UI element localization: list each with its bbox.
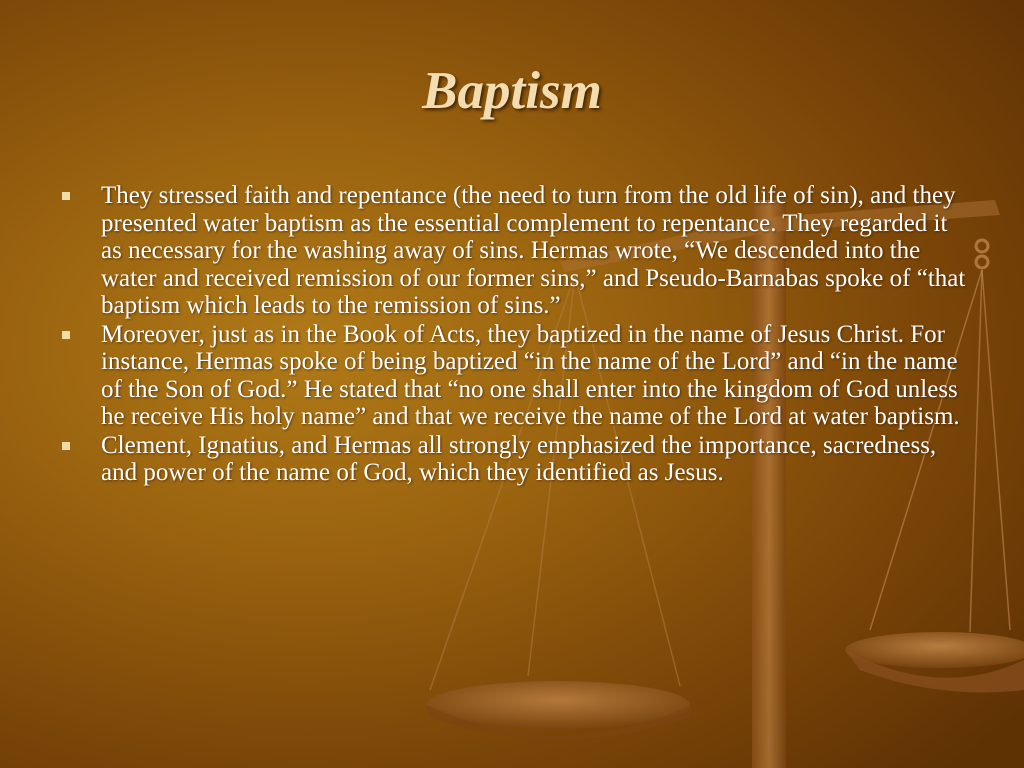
slide-title: Baptism [422, 62, 602, 120]
bullet-text: They stressed faith and repentance (the need to turn from the old life of sin), and they presented water baptism as the essential complement to repentance. They regarded it as necessary for the washing away of sins. Hermas wrote, “We descended into the water and received remission of our former sins,” and Pseudo-Barnabas spoke of “that baptism which leads to the remission of sins.” [101, 182, 966, 319]
bullet-item [58, 321, 973, 431]
square-bullet-icon [62, 192, 70, 200]
bullet-item [58, 432, 973, 487]
square-bullet-icon [62, 442, 70, 450]
bullet-list [58, 182, 973, 488]
bullet-item [58, 182, 973, 320]
bullet-text: Moreover, just as in the Book of Acts, they baptized in the name of Jesus Christ. For instance, Hermas spoke of being baptized “in the name of the Lord” and “in the name of the Son of God.” He stated that “no one shall enter into the kingdom of God unless he receive His holy name” and that we receive the name of the Lord at water baptism. [101, 320, 960, 430]
bullet-text: Clement, Ignatius, and Hermas all strongly emphasized the importance, sacredness, and power of the name of God, which they identified as Jesus. [101, 431, 937, 486]
square-bullet-icon [62, 331, 70, 339]
